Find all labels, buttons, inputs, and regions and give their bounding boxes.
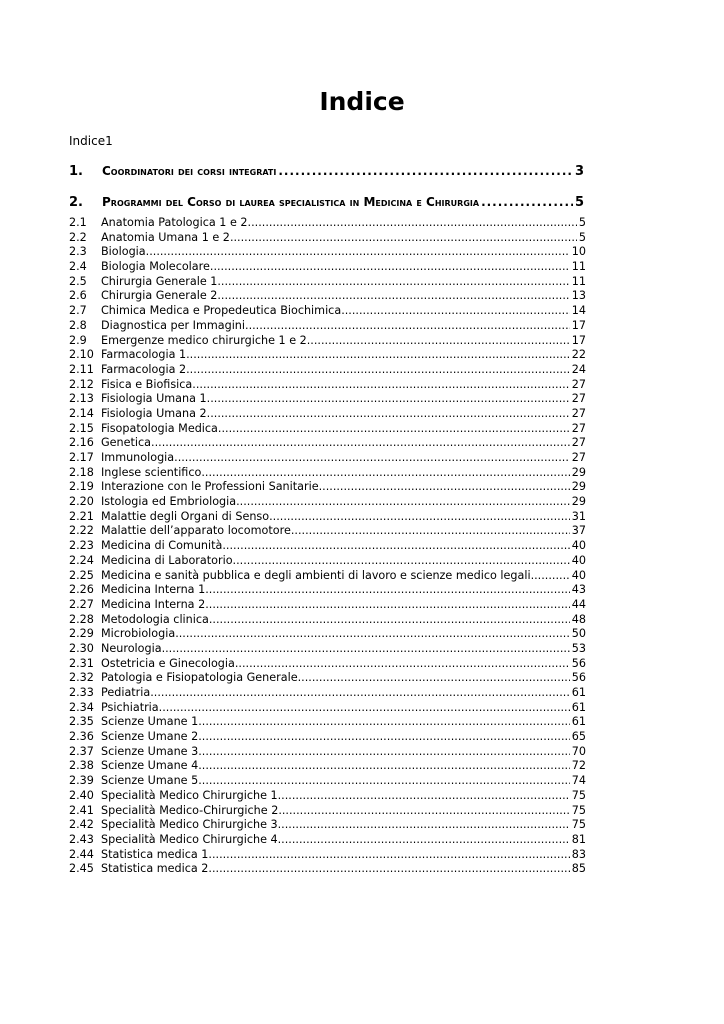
dot-leader	[217, 275, 569, 290]
toc-entry-label: Fisiologia Umana 2	[101, 406, 207, 420]
dot-leader	[222, 539, 569, 554]
dot-leader	[341, 304, 570, 319]
dot-leader	[174, 451, 570, 466]
toc-entry-label: Fisopatologia Medica	[101, 421, 218, 435]
toc-entry[interactable]	[69, 642, 586, 657]
toc-entry-label: Chirurgia Generale 2	[101, 289, 218, 303]
toc-entry-number: 2.40	[69, 788, 94, 802]
toc-entry-number: 2.3	[69, 245, 87, 259]
dot-leader	[210, 260, 570, 275]
toc-entry-page: 31	[571, 509, 586, 523]
dot-leader	[151, 436, 570, 451]
dot-leader	[245, 319, 570, 334]
toc-entry-label: Scienze Umane 2	[101, 730, 199, 744]
dot-leader	[278, 804, 569, 819]
toc-entry-label: Pediatria	[101, 686, 151, 699]
dot-leader	[205, 583, 570, 598]
toc-subtitle: Indice1	[69, 134, 113, 148]
toc-entry[interactable]	[69, 348, 586, 363]
toc-entry[interactable]	[69, 245, 586, 260]
toc-entry-page: 43	[571, 583, 586, 597]
toc-entry-page: 44	[571, 597, 586, 611]
toc-entry[interactable]	[69, 598, 586, 613]
dot-leader	[201, 466, 569, 481]
toc-entry-label: Fisiologia Umana 1	[101, 392, 207, 406]
dot-leader	[186, 348, 570, 363]
toc-entry-page: 61	[571, 686, 586, 699]
toc-entry-number: 2.16	[69, 436, 94, 450]
dot-leader	[198, 730, 570, 745]
toc-entry-label: Specialità Medico Chirurgiche 4	[101, 832, 278, 846]
toc-entry-number: 2.28	[69, 612, 94, 626]
dot-leader	[278, 833, 570, 848]
toc-entry-label: Patologia e Fisiopatologia Generale	[101, 671, 298, 685]
toc-entry[interactable]	[69, 613, 586, 628]
toc-entry-number: 2.29	[69, 627, 94, 641]
toc-entry[interactable]	[69, 833, 586, 848]
toc-entry-label: Farmacologia 2	[101, 362, 187, 376]
toc-entry-number: 2.22	[69, 524, 94, 538]
toc-entry-page: 70	[571, 744, 586, 758]
toc-entry-page: 27	[571, 406, 586, 420]
toc-entry-number: 2.4	[69, 260, 87, 274]
toc-entry-label: Scienze Umane 5	[101, 774, 199, 788]
toc-entry[interactable]	[69, 451, 586, 466]
toc-entry-page: 29	[571, 465, 586, 479]
toc-entry[interactable]	[69, 495, 586, 510]
toc-entry-label: Ostetricia e Ginecologia	[101, 656, 235, 670]
toc-entry-number: 2.34	[69, 700, 94, 714]
toc-entry-number: 2.19	[69, 480, 94, 494]
toc-entry-page: 56	[571, 656, 586, 670]
dot-leader	[278, 789, 570, 804]
dot-leader	[481, 194, 573, 210]
toc-entry-number: 2.13	[69, 392, 94, 406]
toc-entry[interactable]	[69, 363, 586, 378]
toc-entry-label: Statistica medica 1	[101, 847, 209, 861]
toc-entry[interactable]	[69, 671, 586, 686]
dot-leader	[307, 334, 570, 349]
toc-entry-number: 2.9	[69, 333, 87, 347]
toc-entry-number: 2.17	[69, 451, 94, 464]
dot-leader	[278, 818, 570, 833]
dot-leader	[146, 245, 570, 260]
toc-entry[interactable]	[69, 759, 586, 774]
toc-entry-number: 2.30	[69, 641, 94, 655]
toc-entry[interactable]	[69, 466, 586, 481]
toc-entry-label: Medicina di Laboratorio	[101, 553, 233, 567]
toc-entry-list	[69, 216, 586, 877]
toc-entry-number: 2.2	[69, 230, 87, 244]
dot-leader	[218, 422, 570, 437]
toc-entry[interactable]	[69, 701, 586, 716]
page-title: Indice	[319, 87, 405, 116]
toc-entry-number: 2.21	[69, 509, 94, 523]
dot-leader	[298, 671, 570, 686]
toc-entry-page: 27	[571, 392, 586, 406]
toc-entry-label: Neurologia	[101, 641, 162, 655]
dot-leader	[278, 163, 573, 179]
toc-entry-page: 17	[571, 318, 586, 332]
toc-entry-page: 50	[571, 627, 586, 641]
toc-entry-number: 2.41	[69, 803, 94, 817]
toc-entry-page: 56	[571, 671, 586, 685]
toc-entry-label: Metodologia clinica	[101, 612, 209, 626]
toc-entry-page: 65	[571, 730, 586, 744]
toc-entry-page: 27	[571, 436, 586, 450]
toc-entry-number: 2.31	[69, 656, 94, 670]
toc-entry-label: Malattie dell’apparato locomotore	[101, 524, 291, 538]
toc-entry[interactable]	[69, 627, 586, 642]
toc-entry-page: 27	[571, 451, 586, 464]
toc-entry[interactable]	[69, 289, 586, 304]
toc-entry[interactable]	[69, 715, 586, 730]
dot-leader	[159, 701, 570, 716]
toc-entry[interactable]	[69, 304, 586, 319]
dot-leader	[208, 862, 569, 877]
toc-entry[interactable]	[69, 862, 586, 877]
toc-entry-page: 10	[571, 245, 586, 259]
toc-entry-number: 2.25	[69, 568, 94, 582]
toc-entry-label: Medicina di Comunità	[101, 539, 223, 553]
toc-entry-label: Scienze Umane 4	[101, 759, 199, 773]
toc-entry-page: 81	[571, 832, 586, 846]
toc-entry-label: Istologia ed Embriologia	[101, 495, 237, 509]
toc-entry-label: Malattie degli Organi di Senso	[101, 509, 270, 523]
toc-entry-label: Farmacologia 1	[101, 348, 187, 362]
toc-entry-label: Chimica Medica e Propedeutica Biochimica	[101, 304, 342, 318]
toc-entry[interactable]	[69, 583, 586, 598]
dot-leader	[186, 363, 570, 378]
toc-entry-page: 40	[571, 553, 586, 567]
toc-entry[interactable]	[69, 510, 586, 525]
toc-entry-number: 2.23	[69, 539, 94, 553]
toc-entry-page: 11	[571, 260, 586, 274]
toc-entry-page: 40	[571, 568, 586, 582]
toc-entry-page: 61	[571, 715, 586, 729]
toc-entry-page: 13	[571, 289, 586, 303]
dot-leader	[207, 407, 570, 422]
toc-entry[interactable]	[69, 539, 586, 554]
toc-entry-page: 61	[571, 700, 586, 714]
toc-entry[interactable]	[69, 745, 586, 760]
toc-entry-label: Diagnostica per Immagini	[101, 318, 246, 332]
toc-section-1[interactable]	[69, 163, 584, 180]
dot-leader	[319, 480, 570, 495]
toc-entry-number: 2.37	[69, 744, 94, 758]
toc-entry[interactable]	[69, 657, 586, 672]
toc-entry-number: 2.11	[69, 362, 94, 376]
toc-entry-page: 24	[571, 362, 586, 376]
toc-entry-page: 75	[571, 788, 586, 802]
dot-leader	[235, 657, 570, 672]
toc-entry-label: Microbiologia	[101, 627, 176, 641]
toc-entry-number: 2.27	[69, 597, 94, 611]
toc-entry-page: 29	[571, 495, 586, 509]
toc-entry-number: 2.5	[69, 274, 87, 288]
toc-entry-number: 2.6	[69, 289, 87, 303]
toc-section-number: 1.	[69, 164, 83, 179]
toc-entry-label: Emergenze medico chirurgiche 1 e 2	[101, 333, 307, 347]
toc-entry-page: 27	[571, 377, 586, 391]
toc-entry-label: Scienze Umane 3	[101, 744, 199, 758]
dot-leader	[175, 627, 570, 642]
toc-entry-number: 2.10	[69, 348, 94, 362]
toc-entry[interactable]	[69, 378, 586, 393]
toc-entry-number: 2.32	[69, 671, 94, 685]
toc-entry-number: 2.26	[69, 583, 94, 597]
toc-entry-number: 2.24	[69, 553, 94, 567]
toc-entry[interactable]	[69, 730, 586, 745]
toc-entry-label: Anatomia Patologica 1 e 2	[101, 216, 248, 229]
toc-entry-page: 40	[571, 539, 586, 553]
toc-entry[interactable]	[69, 392, 586, 407]
toc-entry[interactable]	[69, 334, 586, 349]
toc-entry[interactable]	[69, 686, 586, 701]
toc-entry-page: 22	[571, 348, 586, 362]
dot-leader	[291, 524, 570, 539]
dot-leader	[217, 289, 569, 304]
toc-entry[interactable]	[69, 407, 586, 422]
toc-section-2[interactable]	[69, 194, 584, 211]
toc-entry-page: 27	[571, 421, 586, 435]
toc-entry[interactable]	[69, 319, 586, 334]
toc-entry-label: Biologia	[101, 245, 146, 259]
toc-entry[interactable]	[69, 848, 586, 863]
toc-entry[interactable]	[69, 422, 586, 437]
toc-entry[interactable]	[69, 818, 586, 833]
toc-entry[interactable]	[69, 774, 586, 789]
toc-entry[interactable]	[69, 789, 586, 804]
toc-entry[interactable]	[69, 524, 586, 539]
toc-entry-page: 75	[571, 818, 586, 832]
toc-entry[interactable]	[69, 275, 586, 290]
toc-entry-page: 11	[571, 274, 586, 288]
toc-entry-label: Medicina Interna 1	[101, 583, 206, 597]
toc-entry-label: Psichiatria	[101, 700, 159, 714]
toc-entry-label: Scienze Umane 1	[101, 715, 199, 729]
toc-entry-page: 37	[571, 524, 586, 538]
toc-entry[interactable]	[69, 216, 586, 231]
toc-entry[interactable]	[69, 569, 586, 584]
toc-entry-number: 2.38	[69, 759, 94, 773]
dot-leader	[236, 495, 570, 510]
toc-entry-number: 2.12	[69, 377, 94, 391]
toc-entry-page: 29	[571, 480, 586, 494]
toc-section-label: Coordinatori dei corsi integrati	[102, 164, 277, 178]
dot-leader	[208, 848, 569, 863]
dot-leader	[230, 231, 577, 246]
toc-entry-number: 2.8	[69, 318, 87, 332]
toc-entry-label: Statistica medica 2	[101, 862, 209, 876]
toc-entry[interactable]	[69, 436, 586, 451]
toc-entry-page: 74	[571, 774, 586, 788]
dot-leader	[198, 745, 570, 760]
toc-section-page: 5	[574, 195, 584, 210]
toc-entry-label: Inglese scientifico	[101, 465, 202, 479]
toc-entry-label: Anatomia Umana 1 e 2	[101, 230, 230, 244]
toc-entry-page: 17	[571, 333, 586, 347]
dot-leader	[269, 510, 570, 525]
dot-leader	[248, 216, 577, 231]
toc-entry-number: 2.42	[69, 818, 94, 832]
toc-entry-label: Immunologia	[101, 451, 175, 464]
toc-section-page: 3	[574, 164, 584, 179]
toc-entry-page: 53	[571, 641, 586, 655]
dot-leader	[198, 715, 570, 730]
toc-entry-number: 2.39	[69, 774, 94, 788]
toc-entry-page: 72	[571, 759, 586, 773]
dot-leader	[198, 774, 570, 789]
toc-entry-number: 2.20	[69, 495, 94, 509]
toc-entry-label: Medicina e sanità pubblica e degli ambienti di lavoro e scienze medico legali	[101, 568, 531, 582]
toc-entry[interactable]	[69, 231, 586, 246]
toc-entry-number: 2.14	[69, 406, 94, 420]
toc-entry-number: 2.18	[69, 465, 94, 479]
toc-entry-label: Genetica	[101, 436, 152, 450]
dot-leader	[205, 598, 570, 613]
dot-leader	[531, 569, 570, 584]
dot-leader	[209, 613, 570, 628]
toc-entry-page: 85	[571, 862, 586, 876]
toc-section-number: 2.	[69, 195, 83, 210]
toc-entry-number: 2.15	[69, 421, 94, 435]
toc-entry-label: Fisica e Biofisica	[101, 377, 193, 391]
toc-entry-label: Biologia Molecolare	[101, 260, 210, 274]
dot-leader	[207, 392, 570, 407]
toc-entry-label: Interazione con le Professioni Sanitarie	[101, 480, 319, 494]
toc-entry-page: 5	[578, 230, 586, 244]
toc-entry[interactable]	[69, 260, 586, 275]
toc-entry-page: 48	[571, 612, 586, 626]
toc-entry-number: 2.36	[69, 730, 94, 744]
toc-entry-number: 2.35	[69, 715, 94, 729]
toc-entry-number: 2.43	[69, 832, 94, 846]
toc-entry[interactable]	[69, 480, 586, 495]
toc-entry-number: 2.44	[69, 847, 94, 861]
dot-leader	[198, 759, 570, 774]
toc-entry-number: 2.33	[69, 686, 94, 699]
toc-entry-page: 83	[571, 847, 586, 861]
dot-leader	[150, 686, 570, 701]
toc-entry-number: 2.45	[69, 862, 94, 876]
dot-leader	[162, 642, 570, 657]
toc-entry-label: Specialità Medico Chirurgiche 1	[101, 788, 278, 802]
toc-entry-number: 2.7	[69, 304, 87, 318]
toc-entry-label: Medicina Interna 2	[101, 597, 206, 611]
toc-entry-page: 75	[571, 803, 586, 817]
dot-leader	[233, 554, 570, 569]
toc-entry[interactable]	[69, 804, 586, 819]
toc-entry-page: 14	[571, 304, 586, 318]
toc-entry-number: 2.1	[69, 216, 87, 229]
toc-entry-label: Specialità Medico-Chirurgiche 2	[101, 803, 279, 817]
toc-entry[interactable]	[69, 554, 586, 569]
toc-entry-page: 5	[578, 216, 586, 229]
dot-leader	[192, 378, 569, 393]
toc-entry-label: Specialità Medico Chirurgiche 3	[101, 818, 278, 832]
toc-section-label: Programmi del Corso di laurea specialistica in Medicina e Chirurgia	[102, 195, 480, 209]
toc-entry-label: Chirurgia Generale 1	[101, 274, 218, 288]
